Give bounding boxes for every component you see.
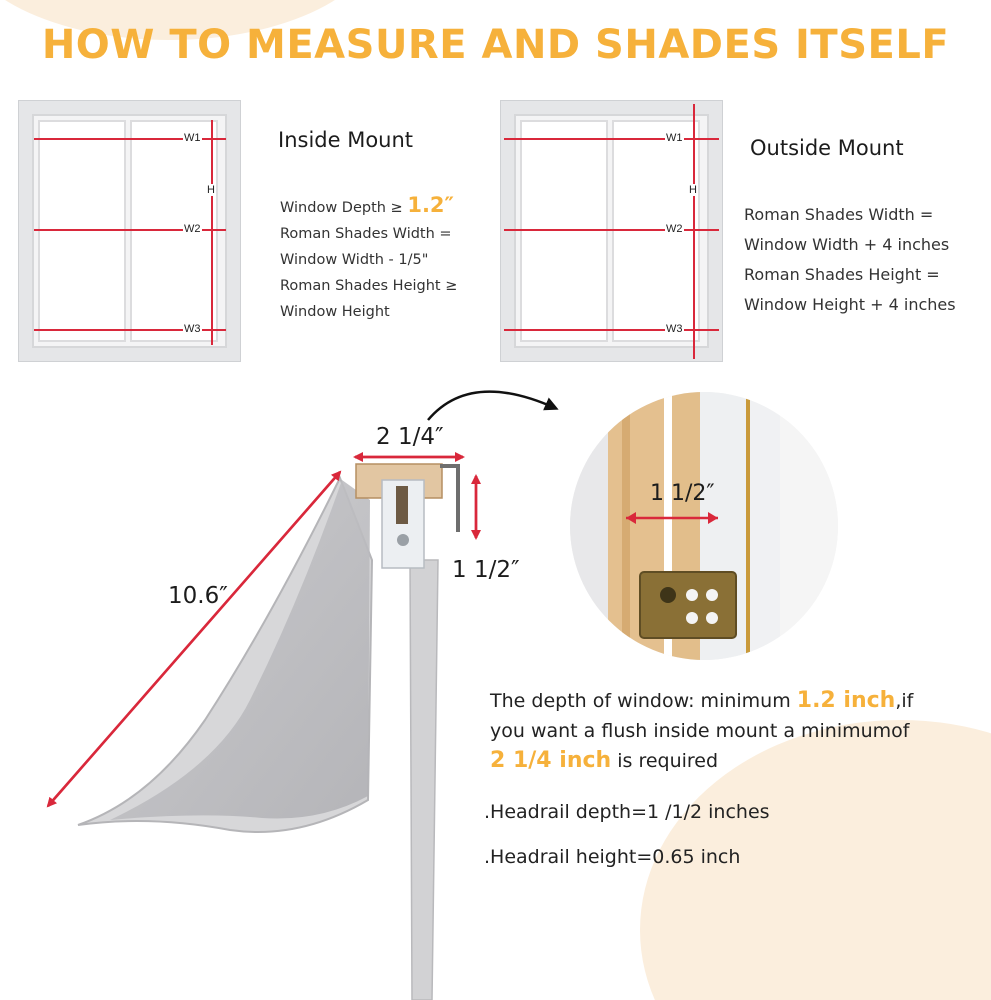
depth-value: 1.2″ [407,193,454,217]
outside-mount-specs: Roman Shades Width = Window Width + 4 inches Roman Shades Height = Window Height + 4 inches [744,205,956,314]
bracket-detail-circle [570,392,838,660]
h-label: H [207,184,215,196]
width-dimension-label: 2 1/4″ [376,424,444,450]
w3-label: W3 [666,323,683,335]
depth-description: The depth of window: minimum 1.2 inch,if you want a flush inside mount a minimumof 2 1/4 inch is required [490,688,914,773]
headrail-depth-note: .Headrail depth=1 /1/2 inches [484,801,770,823]
w1-label: W1 [666,132,683,144]
w2-label: W2 [666,223,683,235]
headrail-height-note: .Headrail height=0.65 inch [484,846,741,868]
outside-mount-heading: Outside Mount [750,136,904,160]
length-dimension-label: 10.6″ [168,583,228,609]
height-dimension-label: 1 1/2″ [452,557,520,583]
w3-label: W3 [184,323,201,335]
w1-label: W1 [184,132,201,144]
circle-width-label: 1 1/2″ [650,481,715,506]
shade-cord-strip [410,560,438,1000]
w2-label: W2 [184,223,201,235]
h-label: H [689,184,697,196]
curved-pointer-arrow [428,392,555,420]
inside-mount-specs: Window Depth ≥ 1.2″ Roman Shades Width = Window Width - 1/5" Roman Shades Height ≥ Window Height [280,193,458,320]
mounting-bracket [640,572,736,638]
page-title: HOW TO MEASURE AND SHADES ITSELF [41,22,950,68]
inside-mount-heading: Inside Mount [278,128,414,152]
